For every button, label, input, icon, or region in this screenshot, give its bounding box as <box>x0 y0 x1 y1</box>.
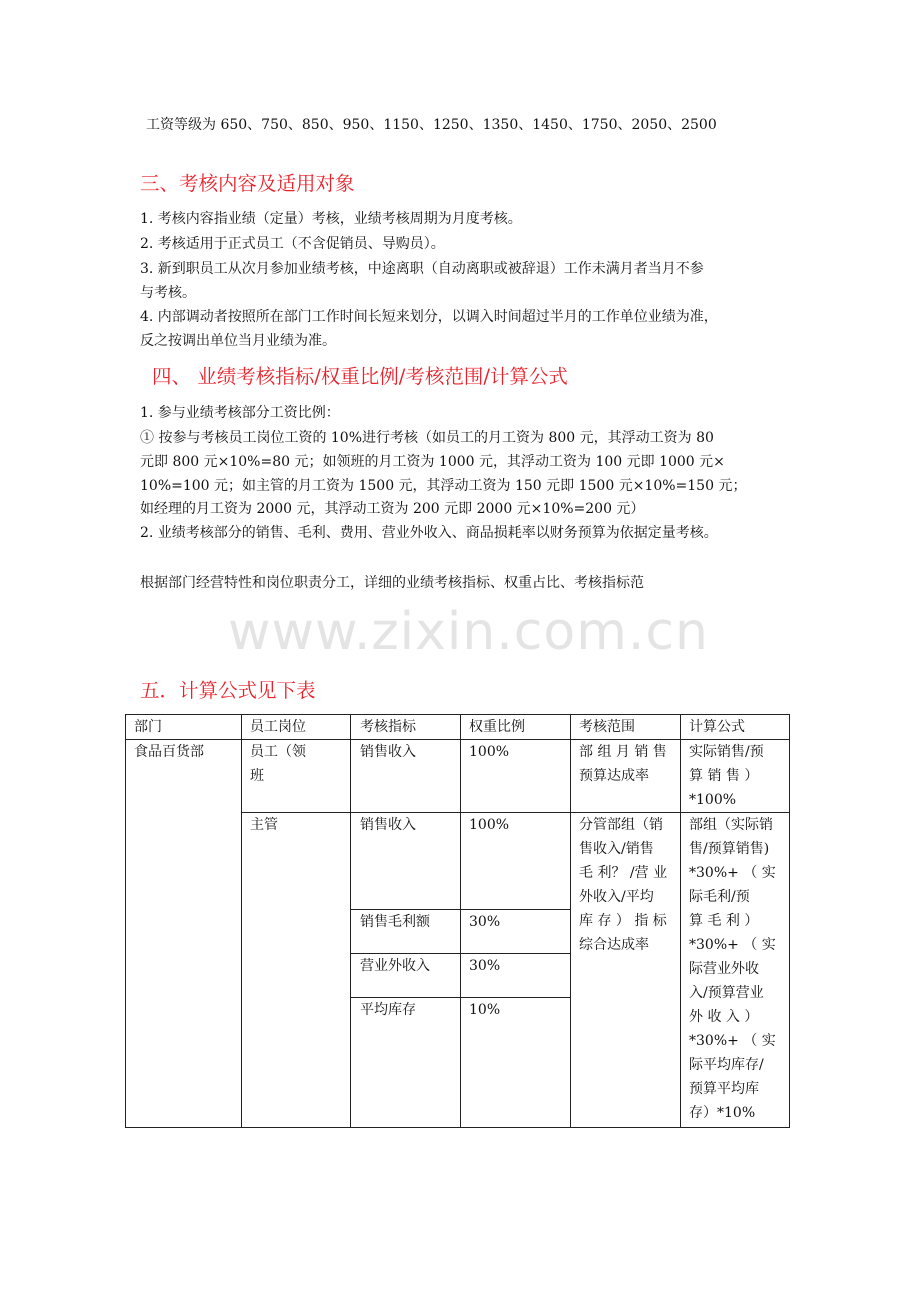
supervisor-weight-4: 10% <box>469 1002 501 1018</box>
col-header-post: 员工岗位 <box>250 719 306 735</box>
supervisor-scope-line-3: 毛 利？ /营 业 <box>579 865 668 881</box>
section-3-line-1: 1. 考核内容指业绩（定量）考核，业绩考核周期为月度考核。 <box>140 211 522 227</box>
supervisor-formula-line-4: 际毛利/预 <box>689 889 750 905</box>
staff-formula-line-1: 实际销售/预 <box>689 744 764 760</box>
watermark: www.zixin.com.cn <box>228 602 709 662</box>
col-header-scope: 考核范围 <box>579 719 635 735</box>
section-4-trailing: 根据部门经营特性和岗位职责分工，详细的业绩考核指标、权重占比、考核指标范 <box>140 575 644 591</box>
staff-post-line-1: 员工（领 <box>250 744 306 760</box>
section-4-line-6: 2. 业绩考核部分的销售、毛利、费用、营业外收入、商品损耗率以财务预算为依据定量考核。 <box>140 525 718 541</box>
table-col-divider <box>241 714 242 1128</box>
col-header-metric: 考核指标 <box>360 719 416 735</box>
supervisor-formula-line-6: *30%+ （ 实 <box>689 937 776 953</box>
staff-post-line-2: 班 <box>250 768 264 784</box>
staff-scope-line-1: 部 组 月 销 售 <box>579 744 667 760</box>
table-border-left <box>125 714 126 1128</box>
table-border-right <box>789 714 790 1128</box>
section-4-line-3: 元即 800 元×10%=80 元；如领班的月工资为 1000 元，其浮动工资为 100 元即 1000 元× <box>140 454 725 470</box>
table-col-divider <box>350 714 351 1128</box>
supervisor-scope-line-2: 售收入/销售 <box>579 841 654 857</box>
section-3-line-3: 3. 新到职员工从次月参加业绩考核，中途离职（自动离职或被辞退）工作未满月者当月不参 <box>140 261 704 277</box>
supervisor-formula-line-3: *30%+ （ 实 <box>689 865 776 881</box>
section-3-heading: 三、考核内容及适用对象 <box>140 172 355 195</box>
table-col-divider <box>460 714 461 1128</box>
supervisor-metric-4: 平均库存 <box>360 1002 416 1018</box>
staff-weight: 100% <box>469 744 510 760</box>
supervisor-formula-line-7: 际营业外收 <box>689 961 759 977</box>
supervisor-metric-1: 销售收入 <box>360 817 416 833</box>
table-col-divider <box>680 714 681 1128</box>
supervisor-formula-line-2: 售/预算销售) <box>689 841 770 857</box>
supervisor-formula-line-1: 部组（实际销 <box>689 817 773 833</box>
staff-metric: 销售收入 <box>360 744 416 760</box>
section-3-line-2: 2. 考核适用于正式员工（不含促销员、导购员）。 <box>140 236 445 252</box>
staff-scope-line-2: 预算达成率 <box>579 768 649 784</box>
section-3-line-6: 反之按调出单位当月业绩为准。 <box>140 333 336 349</box>
table-col-divider <box>570 714 571 1128</box>
supervisor-post: 主管 <box>250 817 278 833</box>
staff-formula-line-2: 算 销 售 ） <box>689 768 759 784</box>
supervisor-formula-line-5: 算 毛 利 ） <box>689 913 759 929</box>
supervisor-formula-line-12: 预算平均库 <box>689 1081 759 1097</box>
col-header-weight: 权重比例 <box>469 719 525 735</box>
dept-cell: 食品百货部 <box>134 744 204 760</box>
supervisor-weight-2: 30% <box>469 914 501 930</box>
section-4-line-1: 1. 参与业绩考核部分工资比例： <box>140 405 340 421</box>
supervisor-formula-line-10: *30%+ （ 实 <box>689 1033 776 1049</box>
supervisor-metric-3: 营业外收入 <box>360 958 430 974</box>
supervisor-weight-1: 100% <box>469 817 510 833</box>
supervisor-scope-line-4: 外收入/平均 <box>579 889 654 905</box>
section-5-heading: 五．计算公式见下表 <box>140 679 316 702</box>
col-header-formula: 计算公式 <box>689 719 745 735</box>
section-4-heading: 四、 业绩考核指标/权重比例/考核范围/计算公式 <box>152 365 568 388</box>
supervisor-formula-line-9: 外 收 入 ） <box>689 1009 759 1025</box>
supervisor-formula-line-11: 际平均库存/ <box>689 1057 764 1073</box>
supervisor-scope-line-5: 库 存 ） 指 标 <box>579 913 667 929</box>
table-border-bottom <box>125 1127 790 1128</box>
supervisor-scope-line-1: 分管部组（销 <box>579 817 663 833</box>
supervisor-weight-3: 30% <box>469 958 501 974</box>
supervisor-metric-2: 销售毛利额 <box>360 914 430 930</box>
section-3-line-5: 4. 内部调动者按照所在部门工作时间长短来划分，以调入时间超过半月的工作单位业绩为准， <box>140 309 718 325</box>
supervisor-formula-line-8: 入/预算营业 <box>689 985 764 1001</box>
section-4-line-2: ① 按参与考核员工岗位工资的 10%进行考核（如员工的月工资为 800 元，其浮动工资为 80 <box>140 430 714 446</box>
supervisor-formula-line-13: 存）*10% <box>689 1105 756 1121</box>
section-4-line-4: 10%=100 元；如主管的月工资为 1500 元，其浮动工资为 150 元即 1500 元×10%=150 元； <box>140 478 747 494</box>
section-3-line-4: 与考核。 <box>140 285 196 301</box>
supervisor-scope-line-6: 综合达成率 <box>579 937 649 953</box>
staff-formula-line-3: *100% <box>689 792 737 808</box>
salary-grade-line: 工资等级为 650、750、850、950、1150、1250、1350、1450、1750、2050、2500 <box>146 117 717 133</box>
section-4-line-5: 如经理的月工资为 2000 元，其浮动工资为 200 元即 2000 元×10%=200 元） <box>140 501 645 517</box>
col-header-dept: 部门 <box>134 719 162 735</box>
